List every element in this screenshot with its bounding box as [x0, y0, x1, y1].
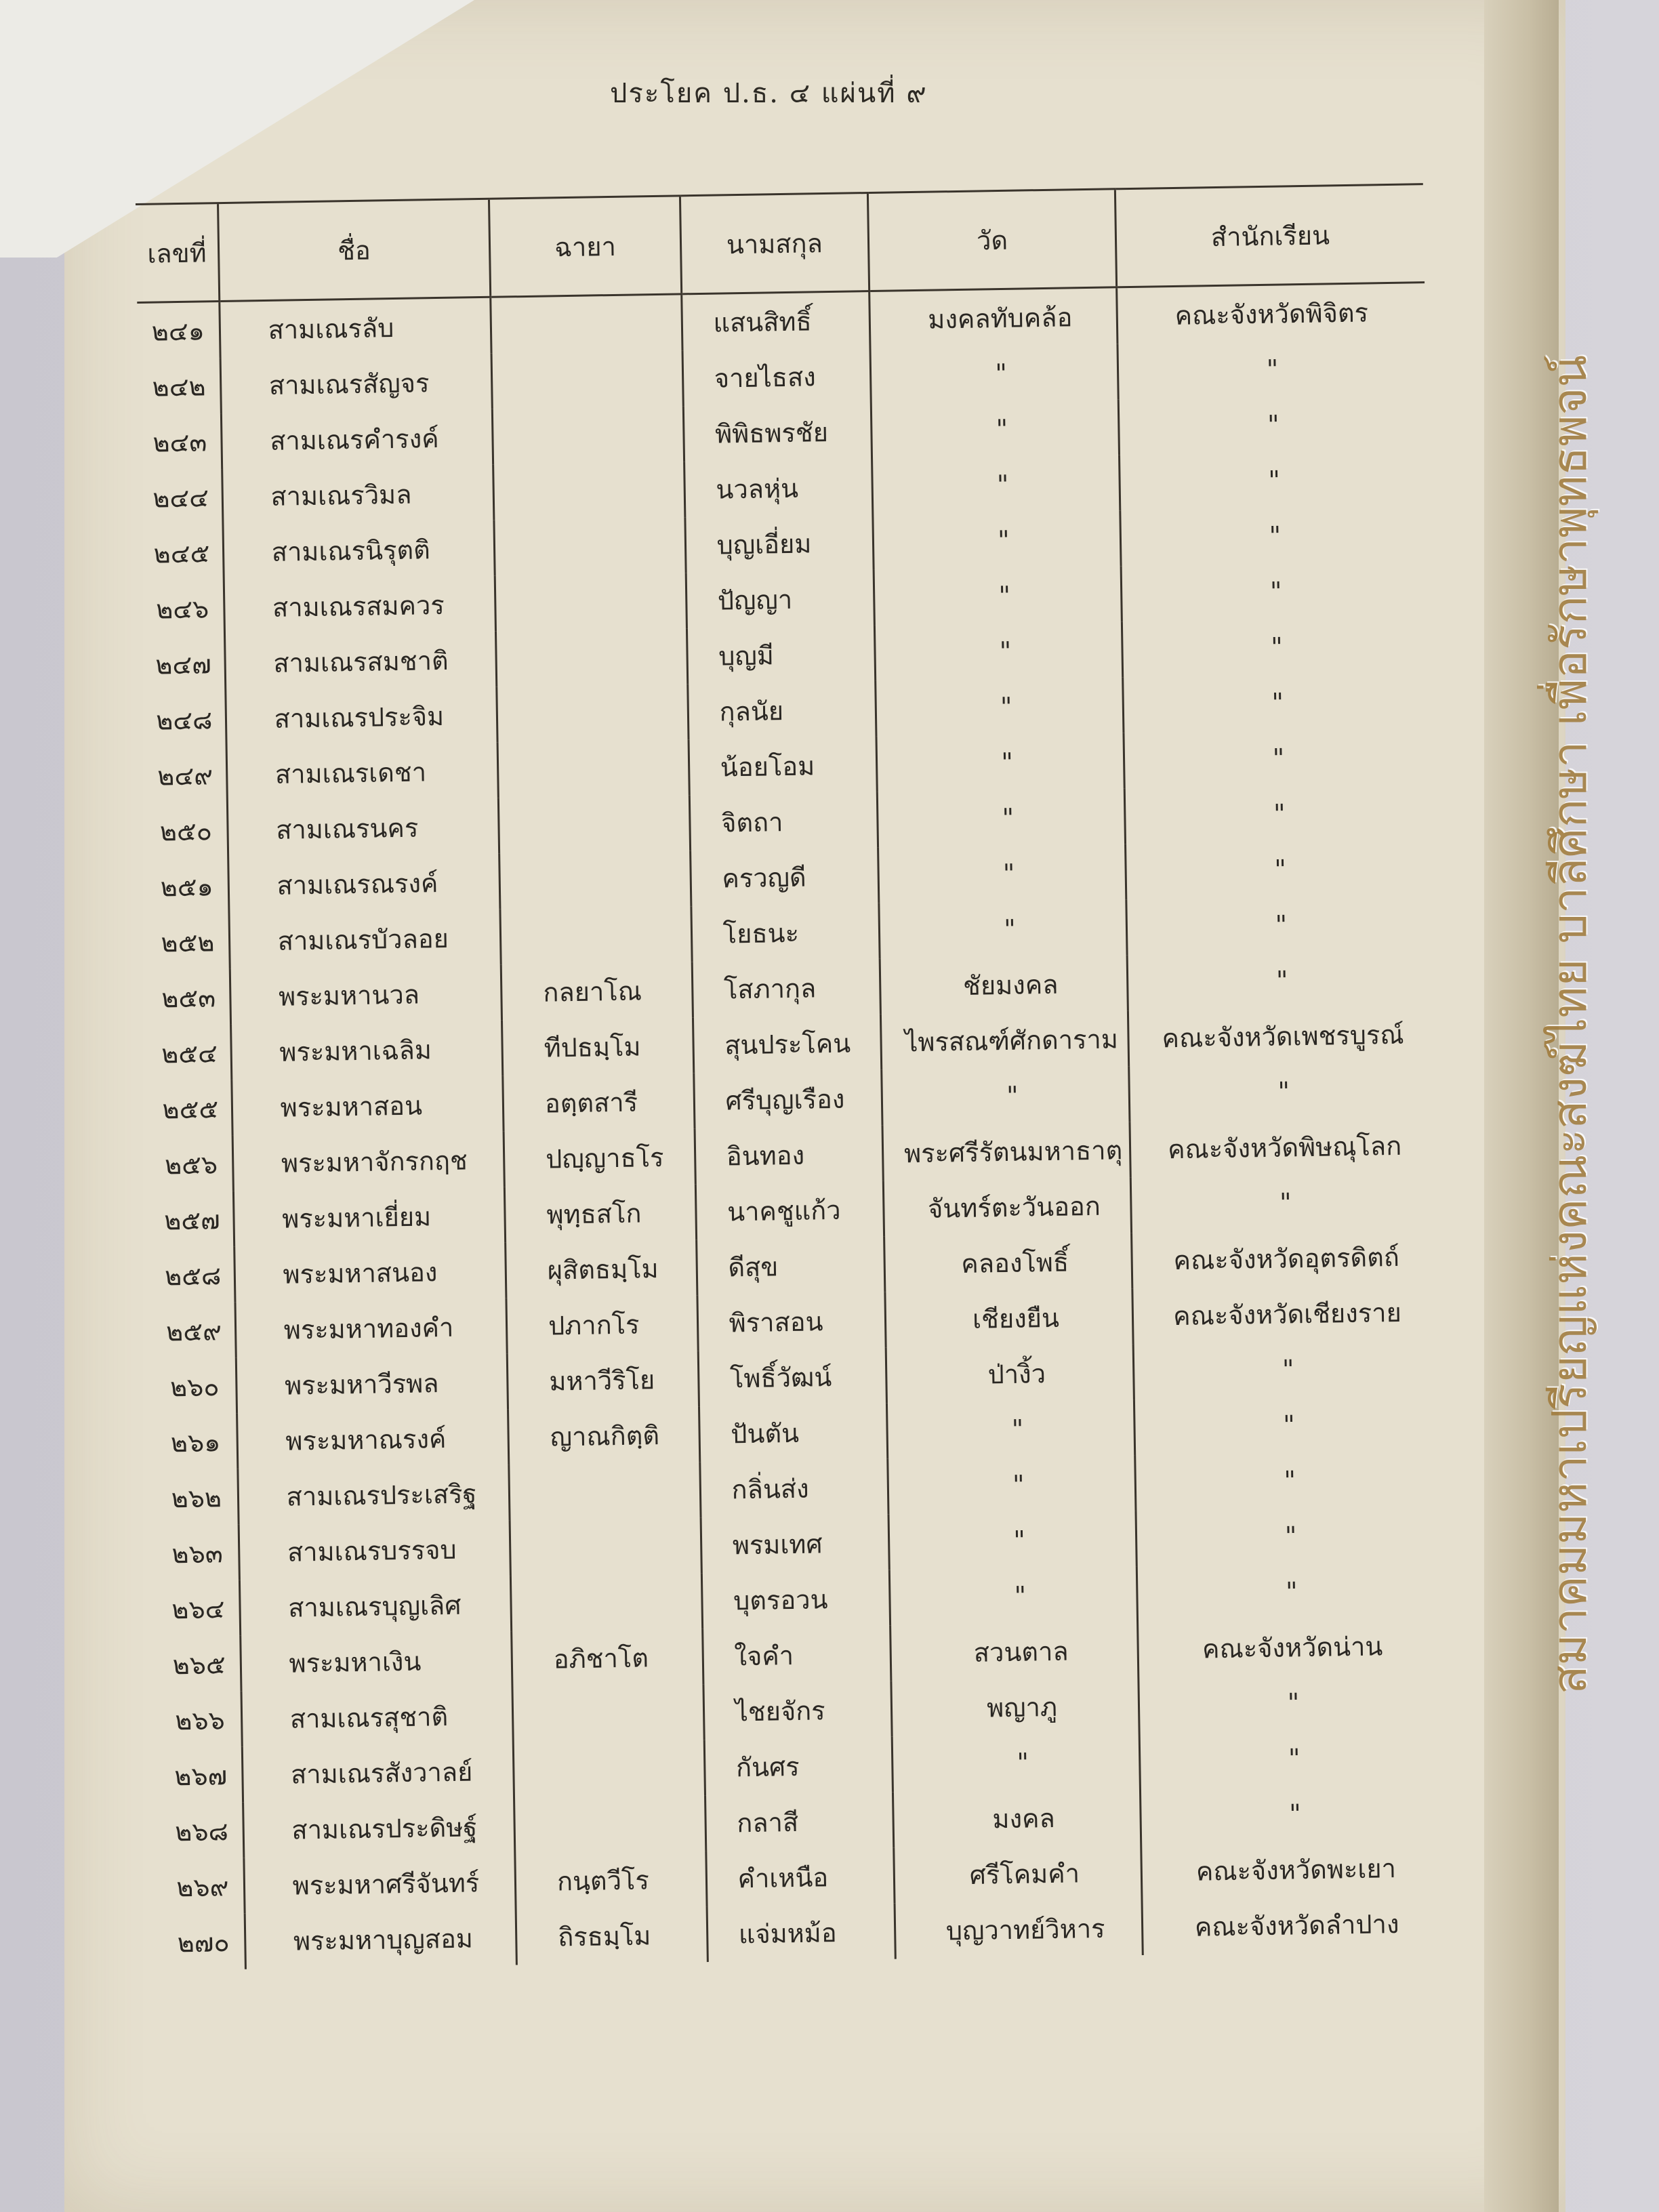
- cell-chaya: [492, 406, 684, 464]
- cell-school: ": [1135, 1450, 1444, 1511]
- cell-number: ๒๔๕: [153, 537, 210, 569]
- cell-name: สามเณรบรรจบ: [239, 1521, 511, 1580]
- cell-chaya: ผุสิตธมฺโม: [506, 1240, 697, 1298]
- cell-surname: บุญมี: [687, 626, 876, 684]
- cell-wat: จันทร์ตะวันออก: [883, 1177, 1131, 1237]
- cell-number: ๒๕๐: [159, 815, 213, 847]
- watermark-text: สมาคมมหาเปรียญแห่งคณะสงฆ์ไทย บาลีศึกษา เพื่อรักษาพุทธพจน์: [1542, 354, 1597, 1694]
- cell-school: ": [1129, 1061, 1438, 1122]
- cell-wat: ": [876, 733, 1124, 792]
- cell-name: พระมหาสอน: [232, 1076, 504, 1136]
- cell-name: พระมหาบุญสอม: [245, 1909, 517, 1969]
- cell-name: พระมหาจักรกฤช: [232, 1132, 505, 1191]
- cell-number: ๒๖๗: [174, 1760, 228, 1791]
- cell-school: ": [1139, 1673, 1448, 1733]
- cell-school: คณะจังหวัดพะเยา: [1141, 1839, 1450, 1900]
- cell-chaya: [512, 1684, 704, 1742]
- cell-surname: น้อยโอม: [689, 737, 878, 795]
- cell-surname: นวลหุ่น: [684, 459, 873, 517]
- cell-chaya: [499, 851, 691, 909]
- cell-wat: ": [892, 1733, 1140, 1793]
- cell-name: พระมหาเฉลิม: [230, 1021, 503, 1080]
- cell-number: ๒๖๘: [174, 1816, 229, 1847]
- cell-school: ": [1139, 1728, 1448, 1788]
- cell-school: ": [1123, 672, 1432, 733]
- cell-school: ": [1134, 1395, 1443, 1455]
- cell-chaya: ถิรธมฺโม: [516, 1906, 708, 1965]
- cell-surname: ปันตัน: [699, 1404, 888, 1462]
- cell-chaya: [510, 1517, 701, 1576]
- cell-name: สามเณรนิรุตติ: [223, 520, 495, 580]
- cell-school: คณะจังหวัดเชียงราย: [1132, 1284, 1441, 1344]
- cell-chaya: [493, 462, 685, 520]
- cell-name: สามเณรสุชาติ: [241, 1687, 514, 1747]
- cell-school: ": [1133, 1339, 1442, 1399]
- cell-surname: บุตรอวน: [701, 1570, 890, 1629]
- cell-surname: ปัญญา: [686, 570, 875, 628]
- cell-school: คณะจังหวัดน่าน: [1138, 1617, 1447, 1677]
- cell-school: ": [1120, 506, 1429, 566]
- col-chaya-header: ฉายา: [489, 196, 681, 297]
- cell-number: ๒๕๕: [162, 1093, 219, 1125]
- cell-wat: ": [879, 899, 1127, 959]
- cell-surname: บุญเอี่ยม: [685, 514, 874, 573]
- cell-chaya: [494, 517, 686, 575]
- cell-name: สามเณรณรงค์: [228, 854, 500, 914]
- cell-surname: แจ่มหม้อ: [707, 1904, 896, 1962]
- cell-wat: ": [874, 566, 1122, 626]
- cell-chaya: [496, 628, 688, 687]
- cell-surname: โพธิ์วัฒน์: [698, 1348, 887, 1406]
- cell-surname: สุนประโคน: [693, 1015, 882, 1073]
- cell-number: ๒๕๑: [160, 871, 214, 903]
- cell-chaya: [498, 795, 690, 853]
- cell-chaya: ทีปธมฺโม: [502, 1017, 694, 1076]
- cell-surname: พิพิธพรชัย: [683, 403, 872, 462]
- cell-school: คณะจังหวัดพิษณุโลก: [1130, 1117, 1439, 1177]
- cell-chaya: ปญฺญาธโร: [504, 1128, 695, 1187]
- col-name-header: ชื่อ: [218, 199, 491, 301]
- cell-wat: ": [870, 344, 1118, 403]
- cell-school: ": [1126, 895, 1435, 955]
- cell-number: ๒๖๓: [171, 1538, 224, 1569]
- cell-chaya: [495, 573, 687, 631]
- cell-surname: ศรีบุญเรือง: [693, 1070, 882, 1128]
- cell-school: ": [1130, 1172, 1439, 1233]
- cell-school: ": [1127, 950, 1436, 1010]
- cell-school: ": [1140, 1784, 1449, 1844]
- cell-wat: ": [886, 1399, 1134, 1459]
- cell-name: พระมหาเยี่ยม: [233, 1187, 506, 1247]
- cell-chaya: [510, 1573, 702, 1631]
- cell-name: พระมหาวีรพล: [236, 1354, 508, 1414]
- cell-surname: แสนสิทธิ์: [681, 291, 870, 351]
- cell-number: ๒๖๑: [170, 1427, 221, 1458]
- cell-school: ": [1124, 783, 1433, 844]
- cell-wat: พญาภู: [891, 1677, 1139, 1737]
- cell-wat: พระศรีรัตนมหาธาตุ: [882, 1122, 1130, 1181]
- cell-wat: ": [876, 677, 1124, 737]
- cell-name: สามเณรบุญเลิศ: [239, 1576, 512, 1636]
- cell-school: ": [1121, 561, 1430, 621]
- cell-surname: กลาสี: [705, 1793, 894, 1851]
- cell-school: ": [1118, 339, 1427, 399]
- cell-wat: ป่างิ้ว: [886, 1344, 1134, 1404]
- cell-number: ๒๔๑: [151, 315, 205, 347]
- table-body: [137, 283, 1450, 1971]
- cell-school: คณะจังหวัดเพชรบูรณ์: [1128, 1006, 1437, 1066]
- cell-chaya: ญาณกิตฺติ: [508, 1406, 700, 1465]
- cell-number: ๒๕๖: [164, 1149, 218, 1180]
- cell-wat: เชียงยืน: [885, 1288, 1133, 1348]
- cell-name: สามเณรเดชา: [226, 743, 499, 802]
- cell-number: ๒๕๓: [161, 982, 216, 1014]
- results-table: [136, 183, 1451, 1971]
- cell-wat: สวนตาล: [890, 1622, 1139, 1681]
- cell-name: สามเณรสัญจร: [220, 354, 493, 413]
- cell-name: พระมหาทองคำ: [235, 1298, 508, 1358]
- col-surname-header: นามสกุล: [680, 193, 869, 294]
- cell-number: ๒๖๕: [172, 1649, 226, 1680]
- cell-name: สามเณรวิมล: [222, 465, 494, 525]
- cell-school: ": [1126, 839, 1435, 899]
- cell-chaya: กนฺตวีโร: [515, 1851, 707, 1909]
- cell-number: ๒๔๙: [157, 760, 213, 792]
- cell-school: คณะจังหวัดอุตรดิตถ์: [1132, 1228, 1441, 1288]
- cell-surname: คำเหนือ: [705, 1848, 895, 1906]
- cell-wat: ": [889, 1566, 1137, 1626]
- cell-wat: ": [872, 455, 1120, 514]
- cell-surname: กุลนัย: [687, 681, 876, 739]
- cell-surname: โยธนะ: [691, 903, 880, 962]
- cell-surname: ดีสุข: [696, 1237, 885, 1295]
- cell-surname: ครวญดี: [690, 848, 879, 906]
- cell-number: ๒๔๓: [152, 426, 207, 458]
- cell-name: สามเณรสมชาติ: [224, 632, 497, 691]
- cell-number: ๒๖๙: [176, 1871, 229, 1902]
- cell-number: ๒๖๖: [175, 1704, 226, 1736]
- cell-number: ๒๔๔: [152, 482, 209, 514]
- cell-number: ๒๖๒: [171, 1482, 222, 1513]
- cell-name: สามเณรลับ: [219, 297, 491, 358]
- cell-wat: ": [878, 844, 1126, 903]
- cell-number: ๒๔๘: [155, 704, 213, 736]
- cell-wat: ไพรสณฑ์ศักดาราม: [880, 1010, 1128, 1070]
- cell-wat: ": [877, 788, 1125, 848]
- cell-number: ๒๔๒: [152, 371, 206, 403]
- cell-school: ": [1118, 394, 1427, 455]
- cell-chaya: พุทฺธสโก: [504, 1184, 696, 1242]
- cell-chaya: มหาวีริโย: [507, 1351, 699, 1409]
- cell-name: สามเณรสมควร: [224, 576, 496, 636]
- cell-surname: จายไธสง: [682, 348, 872, 406]
- cell-number: ๒๖๔: [171, 1593, 225, 1624]
- cell-surname: กันศร: [704, 1737, 893, 1795]
- cell-number: ๒๔๗: [155, 649, 212, 680]
- cell-chaya: [513, 1740, 705, 1798]
- cell-name: สามเณรคำรงค์: [221, 409, 493, 469]
- cell-number: ๒๖๐: [169, 1371, 220, 1402]
- cell-chaya: อตฺตสารี: [503, 1073, 695, 1131]
- cell-surname: อินทอง: [695, 1126, 884, 1184]
- cell-school: ": [1120, 450, 1429, 510]
- cell-number: ๒๕๙: [165, 1315, 222, 1347]
- cell-surname: จิตถา: [689, 792, 878, 851]
- cell-name: สามเณรประจิม: [226, 687, 498, 747]
- cell-wat: ": [873, 510, 1121, 570]
- cell-school: ": [1122, 617, 1431, 677]
- cell-number: ๒๕๘: [164, 1260, 222, 1292]
- cell-chaya: [491, 294, 682, 354]
- cell-name: พระมหาณรงค์: [237, 1410, 509, 1469]
- cell-wat: ": [871, 399, 1119, 459]
- cell-wat: ": [874, 621, 1122, 681]
- cell-name: สามเณรประเสริฐ: [238, 1465, 510, 1525]
- cell-surname: ไชยจักร: [703, 1681, 893, 1740]
- cell-school: คณะจังหวัดพิจิตร: [1117, 283, 1426, 344]
- cell-name: สามเณรนคร: [227, 798, 499, 858]
- cell-school: ": [1136, 1506, 1445, 1566]
- cell-name: พระมหาเงิน: [240, 1632, 512, 1692]
- cell-wat: มงคลทับคล้อ: [869, 287, 1118, 348]
- cell-wat: บุญวาทย์วิหาร: [895, 1900, 1143, 1959]
- cell-number: ๒๕๒: [161, 926, 215, 958]
- col-school-header: สำนักเรียน: [1115, 184, 1425, 287]
- page-title: ประโยค ป.ธ. ๔ แผ่นที่ ๙: [610, 78, 928, 109]
- cell-name: สามเณรบัวลอย: [229, 909, 501, 969]
- col-wat-header: วัด: [867, 189, 1116, 291]
- cell-wat: ": [882, 1066, 1130, 1126]
- cell-name: สามเณรสังวาลย์: [242, 1743, 514, 1803]
- cell-wat: มงคล: [893, 1788, 1141, 1848]
- cell-chaya: [497, 684, 689, 742]
- cell-wat: ชัยมงคล: [880, 955, 1128, 1015]
- cell-name: พระมหาสนอง: [234, 1243, 506, 1303]
- cell-chaya: [514, 1795, 706, 1853]
- cell-surname: นาคชูแก้ว: [695, 1181, 884, 1240]
- cell-school: คณะจังหวัดลำปาง: [1142, 1895, 1451, 1955]
- cell-wat: คลองโพธิ์: [884, 1233, 1132, 1292]
- cell-wat: ศรีโคมคำ: [894, 1844, 1142, 1904]
- cell-chaya: ปภากโร: [506, 1295, 698, 1353]
- col-number-header: เลขที่: [136, 203, 219, 303]
- cell-chaya: อภิชาโต: [512, 1629, 703, 1687]
- cell-surname: พรมเทศ: [701, 1515, 890, 1573]
- cell-school: ": [1136, 1561, 1446, 1622]
- cell-chaya: [497, 739, 689, 798]
- cell-surname: ใจคำ: [702, 1626, 891, 1684]
- cell-surname: พิราสอน: [697, 1292, 886, 1351]
- cell-wat: ": [888, 1455, 1136, 1515]
- cell-name: พระมหานวล: [230, 965, 502, 1025]
- cell-school: ": [1124, 728, 1433, 788]
- cell-chaya: กลยาโณ: [501, 962, 693, 1020]
- cell-number: ๒๕๔: [161, 1038, 218, 1069]
- cell-name: สามเณรประดิษฐ์: [243, 1799, 515, 1858]
- cell-number: ๒๕๗: [163, 1204, 220, 1236]
- cell-number: ๒๔๖: [155, 593, 209, 625]
- cell-chaya: [500, 906, 692, 964]
- cell-surname: กลิ่นส่ง: [699, 1459, 888, 1517]
- cell-chaya: [509, 1462, 701, 1520]
- cell-number: ๒๗๐: [177, 1927, 230, 1958]
- cell-surname: โสภากุล: [692, 959, 881, 1017]
- cell-wat: ": [888, 1511, 1136, 1570]
- cell-name: พระมหาศรีจันทร์: [244, 1854, 516, 1914]
- cell-chaya: [491, 350, 683, 409]
